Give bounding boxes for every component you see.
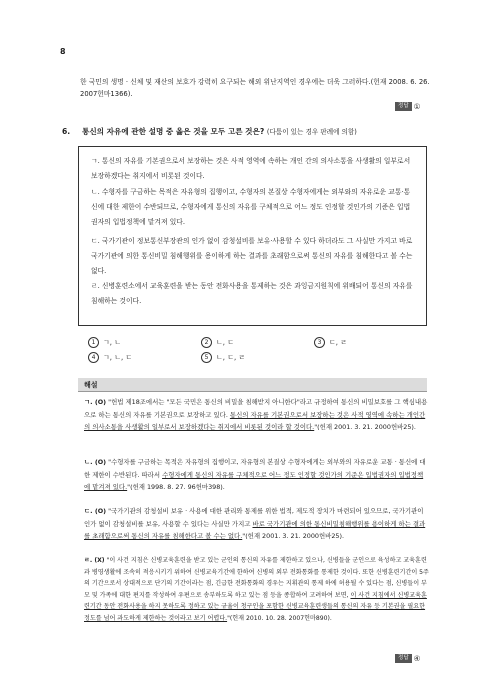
solution-b-citation: "(헌재 1998. 8. 27. 96헌마398). [127, 483, 225, 491]
answer-badge: 정답 [395, 654, 412, 663]
question-number: 6. [62, 127, 71, 136]
solution-a-tag: ㄱ. (O) [84, 398, 107, 406]
final-answer [395, 648, 430, 667]
statement-d: ㄹ. 신병훈련소에서 교육훈련을 받는 동안 전화사용을 통제하는 것은 과잉금지원칙에 위배되어 통신의 자유를 침해하는 것이다. [91, 282, 413, 305]
option-text: ㄱ, ㄴ, ㄷ [103, 353, 133, 362]
question-hint: (다툼이 있는 경우 판례에 의함) [266, 128, 357, 136]
solution-c-underlined: 바로 국가기관에 의한 통신비밀침해행위를 용이하게 하는 결과를 초래함으로써 통신의 자유를 침해한다고 볼 수는 없다. [84, 519, 426, 540]
solution-d-citation: "(헌재 2010. 10. 28. 2007헌마890). [227, 614, 332, 622]
intro-paragraph [80, 76, 432, 100]
intro-answer [395, 96, 432, 115]
solution-d-underlined: 이 사건 지침에서 신병교육훈련기간 동안 전화사용을 하지 못하도록 정하고 있는 규율이 청구인을 포함한 신병교육훈련생들의 통신의 자유 등 기본권을 필요한 정도를 넘어 과도하게 제한하는 것이라고 보기 어렵다. [84, 591, 427, 622]
option-number: 2 [201, 337, 212, 348]
solution-a [84, 396, 429, 434]
option-text: ㄷ, ㄹ [329, 338, 347, 347]
option-number: 3 [314, 337, 325, 348]
solution-d-text: "이 사건 지침은 신병교육훈련을 받고 있는 군인의 통신의 자유를 제한하고 있으나, 신병들을 군인으로 육성하고 교육훈련과 병영생활에 조속히 적응시키기 위하여 신병교육기간에 한하여 신병의 외부 전화통화를 통제한 것이다. 또한 신병훈련기간이 5주의 기간으로서 상대적으로 단기의 기간이라는 점, 긴급한 전화통화의 경우는 지휘관의 통제 하에 허용될 수 있다는 점, 신병들이 부모 및 가족에 대한 편지를 작성하여 우편으로 송부하도록 하고 있는 점 등을 종합하여 고려하여 보면, [84, 557, 429, 599]
statement-c: ㄷ. 국가기관이 정보통신부장관의 인가 없이 감청설비를 보유·사용할 수 있다 하더라도 그 사실만 가지고 바로 국가기관에 의한 통신비밀 침해행위를 용이하게 하는 결과를 초래함으로써 통신의 자유를 침해한다고 볼 수는 없다. [91, 237, 413, 275]
solution-a-text: "헌법 제18조에서는 "모든 국민은 통신의 비밀을 침해받지 아니한다"라고 규정하여 통신의 비밀보호를 그 핵심내용으로 하는 통신의 자유를 기본권으로 보장하고 있다. [84, 398, 428, 419]
option-2[interactable] [201, 337, 234, 348]
question-title: 통신의 자유에 관한 설명 중 옳은 것을 모두 고른 것은? [82, 127, 265, 136]
statement-a: ㄱ. 통신의 자유를 기본권으로서 보장하는 것은 사적 영역에 속하는 개인 간의 의사소통을 사생활의 일부로서 보장하겠다는 취지에서 비롯된 것이다. [91, 157, 411, 180]
option-3[interactable] [314, 337, 347, 348]
solution-b-tag: ㄴ. (O) [84, 458, 107, 466]
option-5[interactable] [201, 352, 245, 363]
solution-a-citation: "(헌재 2001. 3. 21. 2000헌바25). [314, 423, 416, 431]
option-number: 5 [201, 352, 212, 363]
solution-d [84, 555, 429, 625]
answer-value: ① [413, 102, 421, 111]
intro-citation: (헌재 2008. 6. 26. 2007헌마1366). [80, 78, 430, 98]
solution-header: 해설 [78, 378, 427, 392]
option-number: 4 [88, 352, 99, 363]
solution-d-tag: ㄹ. (X) [84, 557, 105, 564]
solution-c [84, 505, 429, 543]
solution-c-text: "국가기관의 감청설비 보유 · 사용에 대한 관리와 통제를 위한 법적, 제도적 장치가 마련되어 있으므로, 국가기관이 인가 없이 감청설비를 보유, 사용할 수 있다는 사실만 가지고 [84, 507, 424, 528]
solution-a-underlined: 통신의 자유를 기본권으로서 보장하는 것은 사적 영역에 속하는 개인간의 의사소통을 사생활의 일부로서 보장하겠다는 취지에서 비롯된 것이라 할 것이다. [84, 410, 426, 431]
solution-c-tag: ㄷ. (O) [84, 507, 107, 515]
answer-badge: 정답 [395, 102, 412, 111]
option-1[interactable] [88, 337, 121, 348]
option-4[interactable] [88, 352, 132, 363]
solution-b-text: "수형자를 구금하는 목적은 자유형의 집행이고, 자유형의 본질상 수형자에게는 외부와의 자유로운 교통 · 통신에 대한 제한이 수반된다. 따라서 [84, 458, 426, 479]
option-text: ㄴ, ㄷ [216, 338, 234, 347]
solution-c-citation: "(헌재 2001. 3. 21. 2000헌바25). [242, 532, 344, 540]
statement-box [78, 146, 427, 326]
option-text: ㄴ, ㄷ, ㄹ [216, 353, 246, 362]
statement-b: ㄴ. 수형자를 구금하는 목적은 자유형의 집행이고, 수형자의 본질상 수형자에게는 외부와의 자유로운 교통·통신에 대한 제한이 수반되므로, 수형자에게 통신의 자유를 구체적으로 어느 정도 인정할 것인가의 기준은 입법권자의 입법정책에 맡겨져 있다. [91, 188, 411, 226]
solution-b-underlined: 수형자에게 통신의 자유를 구체적으로 어느 정도 인정할 것인가의 기준은 입법권자의 입법정책에 맡겨져 있다. [84, 470, 424, 491]
page-number: 8 [60, 47, 66, 56]
answer-value: ④ [413, 654, 421, 663]
option-number: 1 [88, 337, 99, 348]
question-heading [62, 126, 442, 137]
option-text: ㄱ, ㄴ [103, 338, 121, 347]
solution-b [84, 456, 429, 494]
intro-text: 한 국민의 생명 · 신체 및 재산의 보호가 강력히 요구되는 해외 위난지역인 경우에는 더욱 그러하다. [80, 78, 371, 86]
